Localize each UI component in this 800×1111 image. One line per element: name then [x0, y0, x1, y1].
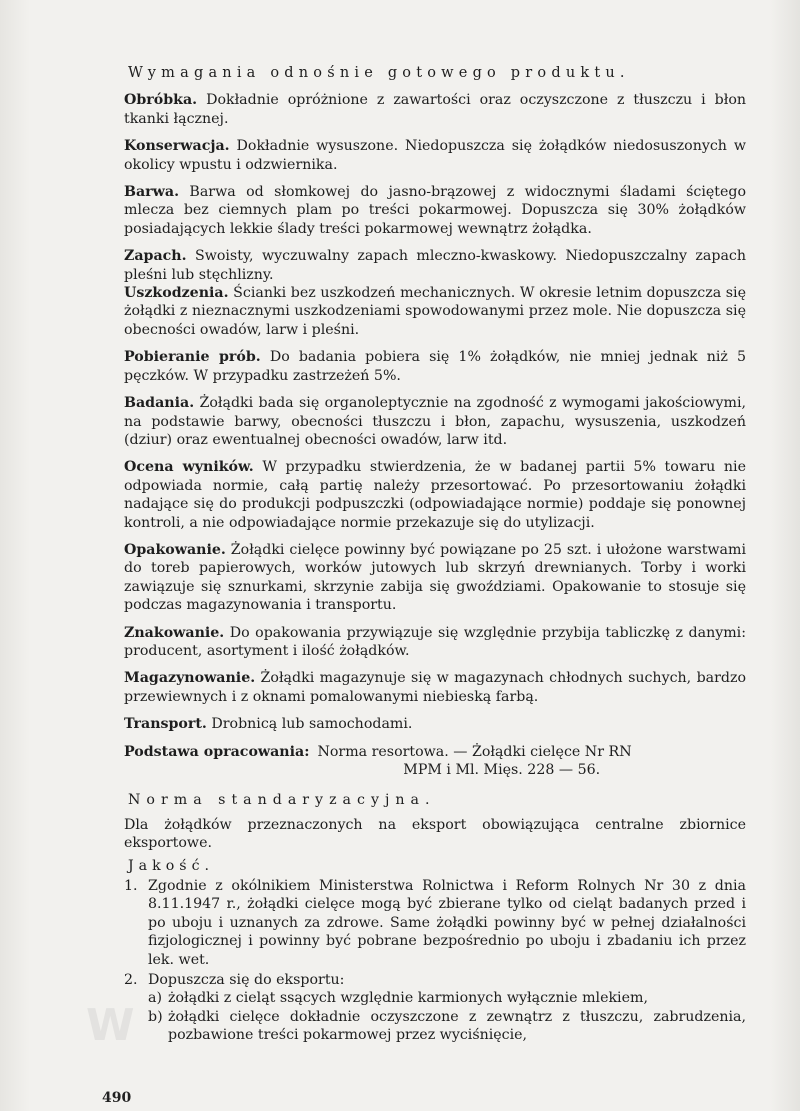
requirement-text: Żołądki magazynuje się w magazynach chłodnych suchych, bardzo przewiewnych i z oknami pomalowanymi niebieską farbą. — [124, 670, 746, 705]
quality-sub-item — [148, 989, 746, 1007]
quality-list — [124, 877, 746, 1045]
requirement-term: Pobieranie prób. — [124, 349, 261, 366]
requirement-term: Znakowanie. — [124, 624, 225, 641]
requirement-text: Drobnicą lub samochodami. — [206, 716, 413, 733]
requirement-term: Zapach. — [124, 248, 187, 265]
requirement-paragraph — [124, 715, 746, 733]
requirement-paragraph — [124, 183, 746, 238]
basis-line-1: Norma resortowa. — Żołądki cielęce Nr RN — [317, 743, 632, 760]
requirement-term: Barwa. — [124, 184, 180, 201]
requirements-list — [124, 91, 746, 733]
requirement-text: Dokładnie wysuszone. Niedopuszcza się żołądków niedosuszonych w okolicy wpustu i odzwiernika. — [124, 138, 746, 173]
page-number: 490 — [102, 1090, 132, 1106]
requirement-text: Dokładnie opróżnione z zawartości oraz oczyszczone z tłuszczu i błon tkanki łącznej. — [124, 92, 746, 127]
basis-label: Podstawa opracowania: — [124, 743, 310, 760]
quality-list-item — [124, 877, 746, 969]
requirement-paragraph — [124, 348, 746, 385]
sub-item-text: żołądki cielęce dokładnie oczyszczone z zewnątrz z tłuszczu, zabrudzenia, pozbawione treści pokarmowej przez wyciśnięcie, — [168, 1008, 746, 1044]
norm-intro: Dla żołądków przeznaczonych na eksport obowiązująca centralne zbiornice eksportowe. — [124, 816, 746, 852]
list-text: Zgodnie z okólnikiem Ministerstwa Rolnictwa i Reform Rolnych Nr 30 z dnia 8.11.1947 r., żołądki cielęce mogą być zbierane tylko od cieląt badanych przed i po uboju i uznanych za zdrowe. Same żołądki powinny być w pełnej działalności fizjologicznej i powinny być pobrane bezpośrednio po uboju i zbadaniu ich przez lek. wet. — [148, 878, 746, 968]
requirement-term: Ocena wyników. — [124, 459, 254, 476]
requirement-paragraph — [124, 247, 746, 284]
basis-block — [124, 743, 746, 780]
requirement-paragraph — [124, 91, 746, 128]
section-heading: Wymagania odnośnie gotowego produktu. — [128, 65, 630, 81]
requirement-paragraph — [124, 541, 746, 615]
watermark-logo: W — [86, 1000, 149, 1051]
requirement-text: Żołądki cielęce powinny być powiązane po 25 szt. i ułożone warstwami do toreb papierowych, worków jutowych lub skrzyń drewnianych. Torby i worki zawiązuje się sznurkami, skrzynie zabija się gwoździami. Opakowanie to stosuje się podczas magazynowania i transportu. — [124, 541, 746, 614]
basis-line-2: MPM i Ml. Mięs. 228 — 56. — [403, 762, 601, 778]
requirement-text: Barwa od słomkowej do jasno-brązowej z widocznymi śladami ściętego mlecza bez ciemnych plam po treści pokarmowej. Dopuszcza się 30% żołądków posiadających lekkie ślady treści pokarmowej wewnątrz żołądka. — [124, 184, 746, 237]
requirement-term: Uszkodzenia. — [124, 285, 229, 302]
requirement-paragraph — [124, 284, 746, 339]
requirement-term: Obróbka. — [124, 92, 198, 109]
requirement-text: Żołądki bada się organoleptycznie na zgodność z wymogami jakościowymi, na podstawie barwy, obecności tłuszczu i błon, zapachu, wysuszenia, uszkodzeń (dziur) oraz ewentualnej obecności owadów, larw itd. — [124, 395, 746, 448]
page-content — [124, 64, 746, 1047]
requirement-text: Ścianki bez uszkodzeń mechanicznych. W okresie letnim dopuszcza się żołądki z nieznacznymi uszkodzeniami spowodowanymi przez mole. Nie dopuszcza się obecności owadów, larw i pleśni. — [124, 285, 746, 338]
requirement-text: Do opakowania przywiązuje się względnie przybija tabliczkę z danymi: producent, asortyment i ilość żołądków. — [124, 624, 746, 659]
basis-value — [317, 743, 746, 780]
sub-item-letter: a) — [148, 990, 162, 1007]
quality-list-item — [124, 971, 746, 1045]
list-item-body — [148, 877, 746, 969]
sub-item-text: żołądki z cieląt ssących względnie karmionych wyłącznie mlekiem, — [168, 990, 648, 1007]
requirement-paragraph — [124, 394, 746, 449]
list-number: 2. — [124, 972, 138, 989]
requirement-term: Badania. — [124, 395, 195, 412]
requirement-term: Opakowanie. — [124, 541, 226, 558]
list-number: 1. — [124, 878, 138, 895]
requirement-text: Swoisty, wyczuwalny zapach mleczno-kwaskowy. Niedopuszczalny zapach pleśni lub stęchlizny. — [124, 248, 746, 283]
requirement-text: W przypadku stwierdzenia, że w badanej partii 5% towaru nie odpowiada normie, całą partię należy przesortować. Po przesortowaniu żołądki nadające się do produkcji podpuszczki (odpowiadające normie) poddaje się ponownej kontroli, a nie odpowiadające normie przekazuje się do utylizacji. — [124, 459, 746, 531]
requirement-paragraph — [124, 624, 746, 661]
norm-title: Norma standaryzacyjna. — [128, 792, 436, 809]
requirement-text: Do badania pobiera się 1% żołądków, nie mniej jednak niż 5 pęczków. W przypadku zastrzeżeń 5%. — [124, 349, 746, 384]
quality-sub-item — [148, 1008, 746, 1045]
requirement-term: Magazynowanie. — [124, 670, 256, 687]
requirement-paragraph — [124, 458, 746, 532]
requirement-term: Transport. — [124, 716, 207, 733]
list-text: Dopuszcza się do eksportu: — [148, 972, 345, 989]
requirement-paragraph — [124, 137, 746, 174]
list-item-body — [148, 971, 746, 1045]
quality-title: Jakość. — [128, 857, 215, 874]
sub-item-letter: b) — [148, 1008, 163, 1025]
requirement-term: Konserwacja. — [124, 138, 230, 155]
requirement-paragraph — [124, 669, 746, 706]
